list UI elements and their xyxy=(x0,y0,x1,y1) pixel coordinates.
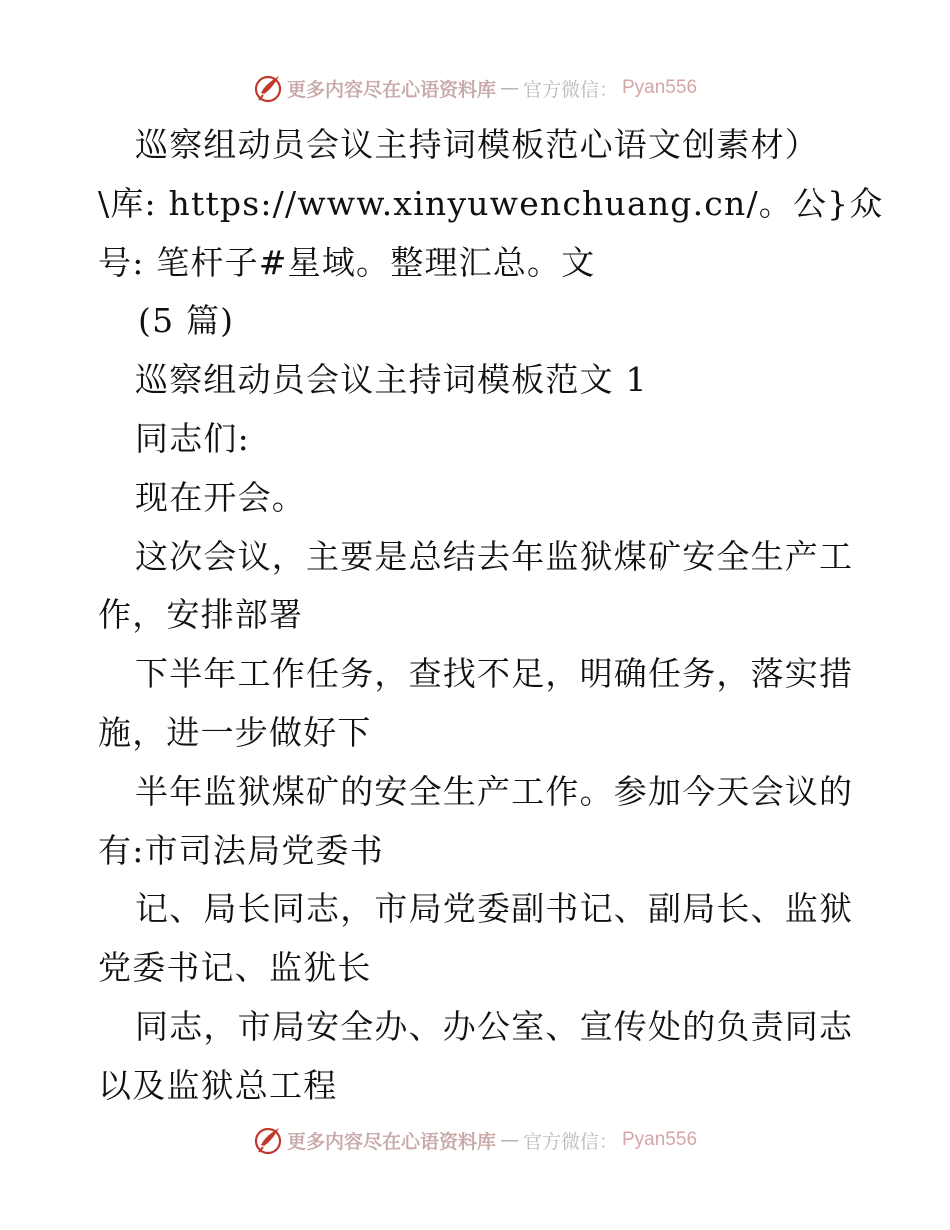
banner-wechat-id: Pyan556 xyxy=(622,1129,698,1150)
document-line: 半年监狱煤矿的安全生产工作。参加今天会议的 xyxy=(135,771,854,811)
document-line: 以及监狱总工程 xyxy=(98,1065,338,1105)
banner-main-text: 更多内容尽在心语资料库 xyxy=(286,78,496,101)
footer-banner xyxy=(0,1122,950,1158)
banner-main-text: 更多内容尽在心语资料库 xyxy=(286,1130,496,1153)
document-line: 作，安排部署 xyxy=(98,595,304,635)
quill-logo-icon xyxy=(253,73,283,103)
banner-dash: — xyxy=(499,1129,519,1151)
banner-wechat-label: 官方微信： xyxy=(522,78,618,101)
header-banner-content xyxy=(253,73,697,103)
quill-logo-icon xyxy=(253,1125,283,1155)
header-banner xyxy=(0,70,950,106)
document-line: \库: https://www.xinyuwenchuang.cn/。公}众 xyxy=(98,183,884,223)
document-line: 巡察组动员会议主持词模板范文 1 xyxy=(135,360,648,400)
document-line: 施，进一步做好下 xyxy=(98,712,372,752)
document-line: 下半年工作任务，查找不足，明确任务，落实措 xyxy=(135,654,854,694)
document-body xyxy=(98,116,884,1116)
document-line: 这次会议，主要是总结去年监狱煤矿安全生产工 xyxy=(135,536,854,576)
document-line: 党委书记、监犹长 xyxy=(98,948,372,988)
document-line: 同志们: xyxy=(135,418,250,458)
document-line: 有:市司法局党委书 xyxy=(98,830,384,870)
banner-dash: — xyxy=(499,77,519,99)
document-line: 同志，市局安全办、办公室、宣传处的负责同志 xyxy=(135,1006,854,1046)
document-line: (5 篇) xyxy=(138,301,235,341)
footer-banner-content xyxy=(253,1125,697,1155)
document-line: 巡察组动员会议主持词模板范心语文创素材） xyxy=(135,125,819,164)
banner-wechat-label: 官方微信： xyxy=(522,1130,618,1153)
document-line: 记、局长同志，市局党委副书记、副局长、监狱 xyxy=(135,889,854,929)
banner-wechat-id: Pyan556 xyxy=(622,77,698,98)
document-line: 现在开会。 xyxy=(135,477,306,517)
document-line: 号: 笔杆子#星域。整理汇总。文 xyxy=(98,242,596,282)
